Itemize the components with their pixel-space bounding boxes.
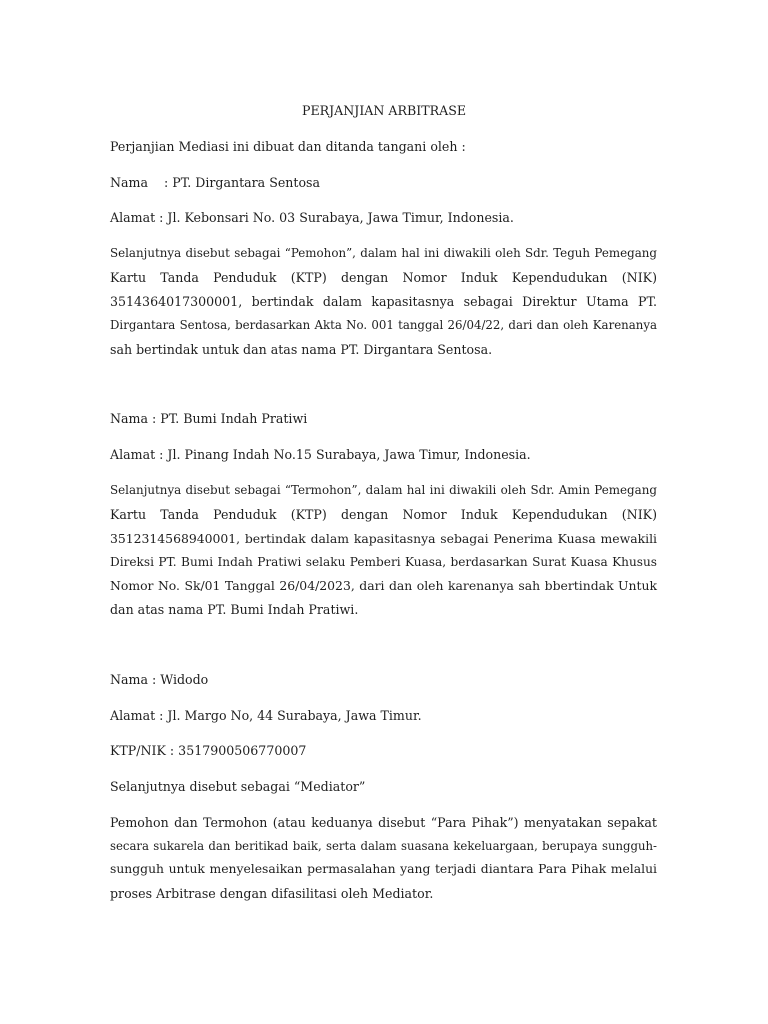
closing-line: sungguh untuk menyelesaikan permasalahan yang terjadi diantara Para Pihak melalui — [110, 862, 657, 876]
party2-line: 3512314568940001, bertindak dalam kapasitasnya sebagai Penerima Kuasa mewakili — [110, 531, 657, 546]
closing-line: proses Arbitrase dengan difasilitasi oleh Mediator. — [110, 886, 434, 901]
closing-line: Pemohon dan Termohon (atau keduanya disebut “Para Pihak”) menyatakan sepakat — [110, 815, 657, 830]
party1-address: Alamat : Jl. Kebonsari No. 03 Surabaya, Jawa Timur, Indonesia. — [110, 210, 514, 225]
mediator-designation: Selanjutnya disebut sebagai “Mediator” — [110, 779, 366, 794]
party2-line: dan atas nama PT. Bumi Indah Pratiwi. — [110, 602, 359, 617]
party2-line: Direksi PT. Bumi Indah Pratiwi selaku Pemberi Kuasa, berdasarkan Surat Kuasa Khusus — [110, 555, 657, 569]
mediator-ktp: KTP/NIK : 3517900506770007 — [110, 743, 307, 758]
party1-line: Kartu Tanda Penduduk (KTP) dengan Nomor Induk Kependudukan (NIK) — [110, 270, 657, 285]
party2-line: Kartu Tanda Penduduk (KTP) dengan Nomor Induk Kependudukan (NIK) — [110, 507, 657, 522]
party1-line: Dirgantara Sentosa, berdasarkan Akta No. 001 tanggal 26/04/22, dari dan oleh Karenanya — [110, 318, 657, 332]
intro-text: Perjanjian Mediasi ini dibuat dan ditanda tangani oleh : — [110, 139, 466, 154]
party2-address: Alamat : Jl. Pinang Indah No.15 Surabaya, Jawa Timur, Indonesia. — [110, 447, 531, 462]
party1-name: Nama : PT. Dirgantara Sentosa — [110, 175, 320, 190]
document-title: PERJANJIAN ARBITRASE — [301, 103, 467, 118]
party2-name: Nama : PT. Bumi Indah Pratiwi — [110, 411, 308, 426]
party1-line: sah bertindak untuk dan atas nama PT. Dirgantara Sentosa. — [110, 342, 493, 357]
mediator-address: Alamat : Jl. Margo No, 44 Surabaya, Jawa Timur. — [110, 708, 422, 723]
party1-line: Selanjutnya disebut sebagai “Pemohon”, dalam hal ini diwakili oleh Sdr. Teguh Pemegang — [110, 246, 657, 260]
closing-line: secara sukarela dan beritikad baik, serta dalam suasana kekeluargaan, berupaya sungguh- — [110, 839, 657, 853]
party1-line: 3514364017300001, bertindak dalam kapasitasnya sebagai Direktur Utama PT. — [110, 294, 657, 309]
party2-line: Selanjutnya disebut sebagai “Termohon”, dalam hal ini diwakili oleh Sdr. Amin Pemegang — [110, 483, 657, 497]
party2-line: Nomor No. Sk/01 Tanggal 26/04/2023, dari dan oleh karenanya sah bbertindak Untuk — [110, 578, 657, 593]
mediator-name: Nama : Widodo — [110, 672, 209, 687]
